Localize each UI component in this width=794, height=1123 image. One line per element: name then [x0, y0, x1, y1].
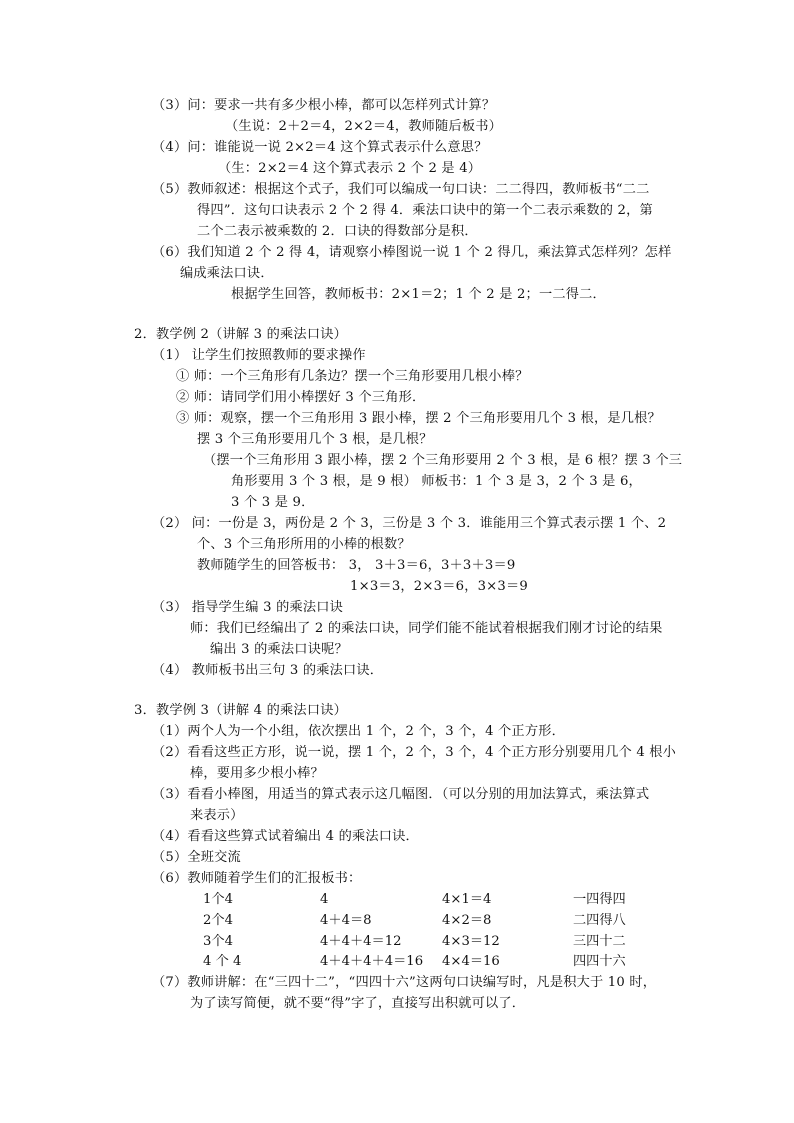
- text-line: （生说：2＋2＝4，2×2＝4，教师随后板书）: [225, 119, 502, 134]
- table-cell: 4 个 4: [203, 954, 242, 969]
- text-line: 摆 3 个三角形要用几个 3 根，是几根？: [197, 432, 433, 447]
- table-cell: 四四十六: [573, 954, 626, 969]
- text-line: 教师随学生的回答板书： 3， 3＋3＝6，3＋3＋3＝9: [197, 558, 516, 573]
- text-line: 二个二表示被乘数的 2．口诀的得数部分是积．: [197, 224, 478, 239]
- text-line: （5）教师叙述：根据这个式子，我们可以编成一句口诀：二二得四，教师板书“二二: [152, 182, 650, 197]
- table-cell: 4＋4＋4＝12: [320, 934, 402, 949]
- table-cell: 4×4＝16: [442, 954, 500, 969]
- text-line: （6）教师随着学生们的汇报板书：: [152, 871, 362, 886]
- text-line: （3）问：要求一共有多少根小棒，都可以怎样列式计算？: [152, 98, 496, 113]
- table-cell: 4: [320, 892, 329, 907]
- table-cell: 4×2＝8: [442, 913, 492, 928]
- section-title: 3．教学例 3（讲解 4 的乘法口诀）: [134, 703, 347, 718]
- text-line: 3 个 3 是 9．: [231, 495, 315, 510]
- text-line: （4）看看这些算式试着编出 4 的乘法口诀．: [152, 829, 419, 844]
- text-line: 来表示）: [190, 808, 244, 823]
- text-line: （6）我们知道 2 个 2 得 4，请观察小棒图说一说 1 个 2 得几，乘法算式怎样列？怎样: [152, 245, 672, 260]
- text-line: 根据学生回答，教师板书：2×1＝2；1 个 2 是 2；一二得二．: [231, 287, 606, 302]
- text-line: 得四”．这句口诀表示 2 个 2 得 4．乘法口诀中的第一个二表示乘数的 2，第: [197, 203, 653, 218]
- text-line: （3）看看小棒图，用适当的算式表示这几幅图．（可以分别的用加法算式，乘法算式: [152, 787, 650, 802]
- section-title: 2．教学例 2（讲解 3 的乘法口诀）: [134, 327, 347, 342]
- text-line: 棒，要用多少根小棒？: [190, 766, 324, 781]
- table-cell: 4×3＝12: [442, 934, 500, 949]
- text-line: （4）问：谁能说一说 2×2＝4 这个算式表示什么意思？: [152, 140, 488, 155]
- text-line: 为了读写简便，就不要“得”字了，直接写出积就可以了．: [190, 996, 526, 1011]
- table-cell: 一四得四: [573, 892, 626, 907]
- text-line: ② 师：请同学们用小棒摆好 3 个三角形．: [176, 390, 426, 405]
- text-line: 角形要用 3 个 3 根，是 9 根） 师板书：1 个 3 是 3，2 个 3 是 6，: [231, 474, 642, 489]
- text-line: （2） 问：一份是 3，两份是 2 个 3，三份是 3 个 3．谁能用三个算式表示摆 1 个、2: [152, 516, 667, 531]
- table-cell: 三四十二: [573, 934, 626, 949]
- text-line: 师：我们已经编出了 2 的乘法口诀，同学们能不能试着根据我们刚才讨论的结果: [190, 621, 663, 636]
- table-cell: 2个4: [203, 913, 233, 928]
- table-cell: 4＋4＝8: [320, 913, 372, 928]
- table-cell: 3个4: [203, 934, 233, 949]
- text-line: （1）两个人为一个小组，依次摆出 1 个，2 个，3 个，4 个正方形．: [152, 724, 565, 739]
- text-line: （生：2×2＝4 这个算式表示 2 个 2 是 4）: [218, 161, 482, 176]
- table-cell: 4×1＝4: [442, 892, 492, 907]
- text-line: （4） 教师板书出三句 3 的乘法口诀．: [152, 663, 384, 678]
- table-cell: 4＋4＋4＋4＝16: [320, 954, 424, 969]
- text-line: （1） 让学生们按照教师的要求操作: [152, 348, 366, 363]
- text-line: （摆一个三角形用 3 跟小棒，摆 2 个三角形要用 2 个 3 根，是 6 根？摆 3 个三: [203, 453, 683, 468]
- text-line: （2）看看这些正方形，说一说，摆 1 个，2 个，3 个，4 个正方形分别要用几个 4 根小: [152, 745, 677, 760]
- text-line: 编成乘法口诀．: [180, 266, 274, 281]
- text-line: （3） 指导学生编 3 的乘法口诀: [152, 600, 344, 615]
- table-cell: 二四得八: [573, 913, 626, 928]
- text-line: 1×3＝3，2×3＝6，3×3＝9: [350, 579, 528, 594]
- text-line: 个、3 个三角形所用的小棒的根数？: [197, 537, 411, 552]
- text-line: ① 师：一个三角形有几条边？摆一个三角形要用几根小棒？: [176, 369, 529, 384]
- text-line: （5）全班交流: [152, 850, 241, 865]
- table-cell: 1个4: [203, 892, 233, 907]
- text-line: ③ 师：观察，摆一个三角形用 3 跟小棒，摆 2 个三角形要用几个 3 根，是几根？: [176, 411, 661, 426]
- text-line: （7）教师讲解：在“三四十二”，“四四十六”这两句口诀编写时，凡是积大于 10 时，: [152, 975, 657, 990]
- text-line: 编出 3 的乘法口诀呢？: [210, 642, 348, 657]
